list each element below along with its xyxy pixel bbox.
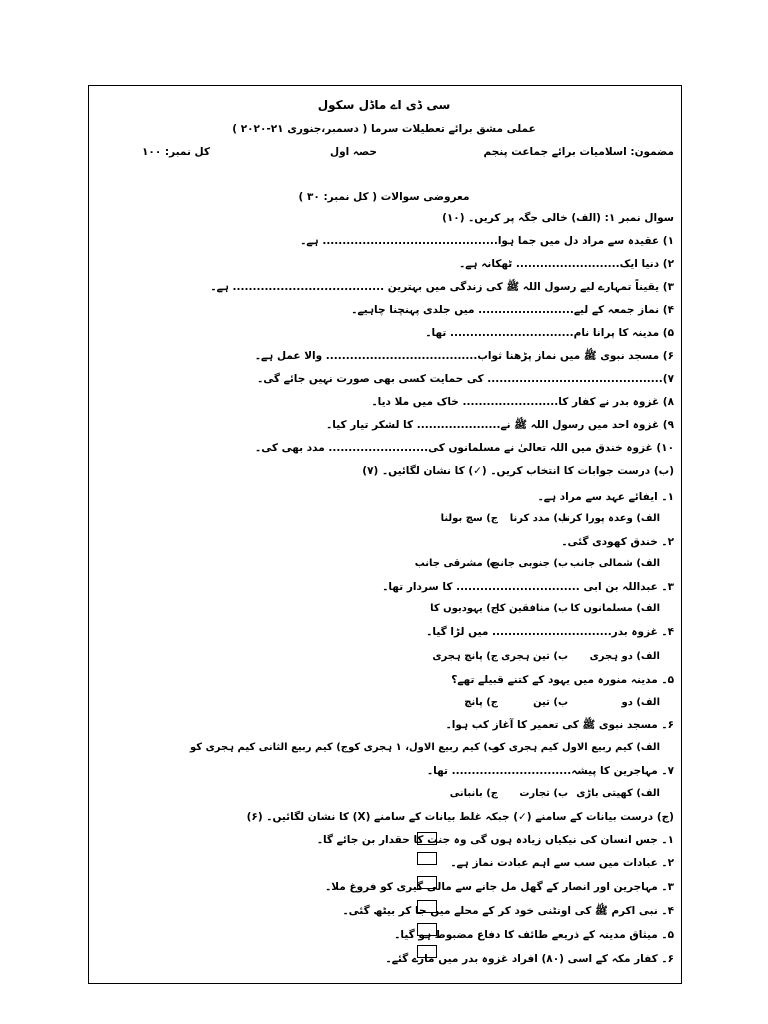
mcq-4-option-a: الف) دو ہجری	[589, 651, 660, 662]
mcq-7-option-c: ج) بانبانی	[449, 788, 498, 799]
true-false-item-4: ۴۔ نبی اکرم ﷺ کی اونٹنی خود کر کے محلے میں جا کر بیٹھ گئی۔	[342, 905, 674, 917]
true-false-item-5: ۵۔ میثاق مدینہ کے ذریعے طائف کا دفاع مضبوط ہو گیا۔	[394, 929, 674, 941]
true-false-item-6: ۶۔ کفار مکہ کے اسی (۸۰) افراد غزوہ بدر میں مارے گئے۔	[385, 953, 674, 965]
school-name: سی ڈی اے ماڈل سکول	[317, 98, 451, 112]
true-false-item-1: ۱۔ جس انسان کی نیکیاں زیادہ ہوں گی وہ جنت کا حقدار بن جائے گا۔	[316, 834, 674, 846]
part-b-heading: (ب) درست جوابات کا انتخاب کریں۔ (✓) کا نشان لگائیں۔ (۷)	[362, 465, 674, 477]
mcq-7-option-b: ب) تجارت	[519, 788, 568, 799]
mcq-6-option-b: ب) کیم ربیع الاول، ۱ ہجری کو	[348, 742, 498, 753]
fill-blank-7: ۷)............................................ کی حمایت کسی بھی صورت نہیں جائے گی۔	[257, 373, 674, 385]
subject-line: مضمون: اسلامیات برائے جماعت پنجم	[483, 146, 674, 158]
mcq-question-2: ۲۔ خندق کھودی گئی۔	[561, 536, 674, 548]
mcq-2-option-a: الف) شمالی جانب	[569, 558, 660, 569]
part-a-heading: سوال نمبر ۱: (الف) خالی جگہ پر کریں۔ (۱۰)	[442, 212, 674, 224]
answer-checkbox-3[interactable]	[417, 876, 437, 889]
mcq-question-5: ۵۔ مدینہ منورہ میں یہود کے کتنے قبیلے تھے؟	[451, 674, 674, 686]
fill-blank-4: ۴) نماز جمعہ کے لیے........................ میں جلدی پہنچنا چاہیے۔	[351, 304, 674, 316]
mcq-question-3: ۳۔ عبداللہ بن ابی ............................... کا سردار تھا۔	[382, 581, 674, 593]
true-false-item-2: ۲۔ عبادات میں سب سے اہم عبادت نماز ہے۔	[450, 857, 674, 869]
true-false-item-3: ۳۔ مہاجرین اور انصار کے گھل مل جانے سے مالی گیری کو فروغ ملا۔	[325, 881, 674, 893]
part-c-heading: (ج) درست بیانات کے سامنے (✓) جبکہ غلط بیانات کے سامنے (X) کا نشان لگائیں۔ (۶)	[246, 811, 674, 823]
mcq-1-option-a: الف) وعدہ پورا کرنا	[562, 513, 660, 524]
total-marks: کل نمبر: ۱۰۰	[142, 146, 211, 158]
mcq-6-option-a: الف) کیم ربیع الاول کیم ہجری کو	[493, 742, 660, 753]
fill-blank-3: ۳) یقیناً تمہارے لیے رسول اللہ ﷺ کی زندگی میں بہترین ...................................... ہے۔	[210, 281, 674, 293]
mcq-3-option-c: ج) یہودیوں کا	[430, 603, 498, 614]
mcq-2-option-b: ب) جنوبی جانب	[489, 558, 568, 569]
mcq-question-4: ۴۔ غزوہ بدر.............................. میں لڑا گیا۔	[426, 626, 674, 638]
fill-blank-1: ۱) عقیدہ سے مراد دل میں جما ہوا............................................ ہے۔	[300, 235, 674, 247]
answer-checkbox-5[interactable]	[417, 923, 437, 936]
answer-checkbox-2[interactable]	[417, 852, 437, 865]
fill-blank-2: ۲) دنیا ایک.......................... ٹھکانہ ہے۔	[459, 258, 674, 270]
mcq-question-1: ۱۔ ایفائے عہد سے مراد ہے۔	[537, 491, 674, 503]
mcq-1-option-c: ج) سچ بولنا	[440, 513, 498, 524]
section-title: معروضی سوالات ( کل نمبر: ۳۰ )	[298, 191, 470, 203]
mcq-4-option-b: ب) تین ہجری	[501, 651, 568, 662]
mcq-7-option-a: الف) کھیتی باڑی	[576, 788, 660, 799]
fill-blank-9: ۹) غزوہ احد میں رسول اللہ ﷺ نے..................... کا لشکر تیار کیا۔	[326, 419, 674, 431]
mcq-5-option-a: الف) دو	[621, 697, 660, 708]
mcq-1-option-b: ب) مدد کرنا	[509, 513, 568, 524]
mcq-5-option-c: ج) پانچ	[464, 697, 498, 708]
mcq-3-option-a: الف) مسلمانوں کا	[570, 603, 660, 614]
mcq-4-option-c: ج) پانچ ہجری	[432, 651, 498, 662]
answer-checkbox-4[interactable]	[417, 900, 437, 913]
fill-blank-5: ۵) مدینہ کا پرانا نام............................... تھا۔	[425, 327, 674, 339]
mcq-2-option-c: ج) مشرقی جانب	[414, 558, 498, 569]
fill-blank-8: ۸) غزوہ بدر نے کفار کا........................ خاک میں ملا دیا۔	[371, 396, 674, 408]
mcq-question-7: ۷۔ مہاجرین کا پیشہ.............................. تھا۔	[426, 765, 674, 777]
fill-blank-6: ۶) مسجد نبوی ﷺ میں نماز پڑھنا ثواب...................................... والا عمل ہے۔	[254, 350, 674, 362]
mcq-6-option-c: ج) کیم ربیع الثانی کیم ہجری کو	[190, 742, 348, 753]
mcq-5-option-b: ب) تین	[533, 697, 568, 708]
answer-checkbox-1[interactable]	[417, 832, 437, 845]
mcq-question-6: ۶۔ مسجد نبوی ﷺ کی تعمیر کا آغاز کب ہوا۔	[445, 719, 674, 731]
fill-blank-10: ۱۰) غزوہ خندق میں اللہ تعالیٰ نے مسلمانوں کی......................... مدد بھی کی۔	[255, 442, 674, 454]
answer-checkbox-6[interactable]	[417, 945, 437, 958]
part-label: حصہ اول	[330, 146, 377, 158]
mcq-3-option-b: ب) منافقین کا	[495, 603, 568, 614]
exercise-title: عملی مشق برائے تعطیلات سرما ( دسمبر،جنوری ۲۱-۲۰۲۰ )	[232, 123, 536, 135]
